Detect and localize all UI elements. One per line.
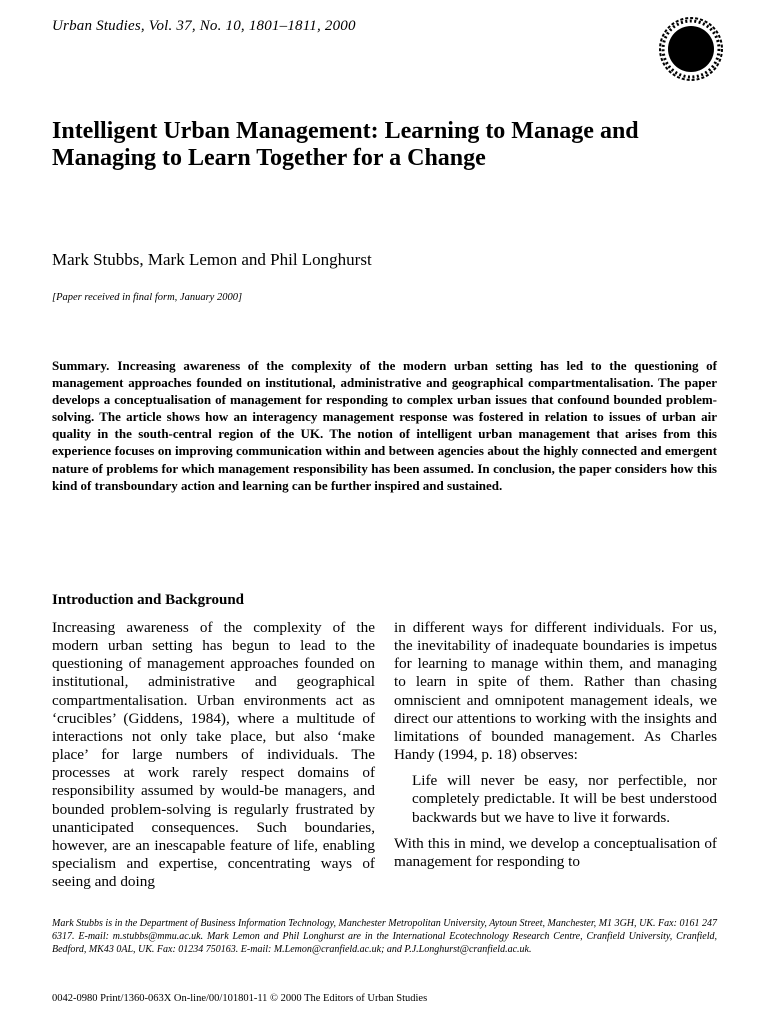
body-column-left: Increasing awareness of the complexity of the modern urban setting has begun to lead to the questioning of management approaches founded on institutional, administrative and geographical compartmentalisation. Urban environments act as ‘crucibles’ (Giddens, 1984), where a multitude of interactions not only take place, but also ‘make place’ for large numbers of individuals. The processes at work rarely respect domains of responsibility assumed by would-be managers, and bounded problem-solving is regularly frustrated by unanticipated consequences. Such boundaries, however, are an inescapable feature of life, enabling specialism and expertise, concentrating ways of seeing and doing [52, 619, 375, 891]
right-column-intro: in different ways for different individuals. For us, the inevitability of inadequate boundaries is impetus for learning to manage within them, and managing to learn in spite of them. Rather than chasing omniscient and omnipotent management ideals, we direct our attentions to working with the insights and limitations of bounded management. As Charles Handy (1994, p. 18) observes: [394, 619, 717, 764]
author-list: Mark Stubbs, Mark Lemon and Phil Longhurst [52, 250, 372, 269]
received-date-note: [Paper received in final form, January 2000] [52, 292, 243, 303]
article-title: Intelligent Urban Management: Learning to Manage and Managing to Learn Together for a Change [52, 118, 639, 171]
journal-citation: Urban Studies, Vol. 37, No. 10, 1801–1811, 2000 [52, 18, 356, 34]
body-column-right [394, 619, 717, 871]
section-heading: Introduction and Background [52, 592, 245, 608]
issn-copyright-line: 0042-0980 Print/1360-063X On-line/00/101801-11 © 2000 The Editors of Urban Studies [52, 993, 428, 1004]
summary-abstract [52, 357, 717, 494]
summary-text: Increasing awareness of the complexity of the modern urban setting has led to the questioning of management approaches founded on institutional, administrative and geographical compartmentalisation. The paper develops a conceptualisation of management for responding to complex urban issues that confound bounded problem-solving. The article shows how an interagency management response was fostered in relation to issues of urban air quality in the south-central region of the UK. The notion of intelligent urban management that arises from this experience focuses on improving communication within and between agencies about the highly connected and emergent nature of problems for which management responsibility has been assumed. In conclusion, the paper considers how this kind of transboundary action and learning can be further inspired and sustained. [52, 358, 717, 493]
carfax-publishing-seal-icon [656, 14, 726, 84]
summary-label: Summary. [52, 358, 110, 373]
block-quote: Life will never be easy, nor perfectible, nor completely predictable. It will be best understood backwards but we have to live it forwards. [412, 772, 717, 826]
right-column-continuation: With this in mind, we develop a conceptualisation of management for responding to [394, 834, 717, 870]
author-affiliation-footnote: Mark Stubbs is in the Department of Business Information Technology, Manchester Metropolitan University, Aytoun Street, Manchester, M1 3GH, UK. Fax: 0161 247 6317. E-mail: m.stubbs@mmu.ac.uk. Mark Lemon and Phil Longhurst are in the International Ecotechnology Research Centre, Cranfield University, Cranfield, Bedford, MK43 0AL, UK. Fax: 01234 750163. E-mail: M.Lemon@cranfield.ac.uk; and P.J.Longhurst@cranfield.ac.uk. [52, 918, 717, 955]
